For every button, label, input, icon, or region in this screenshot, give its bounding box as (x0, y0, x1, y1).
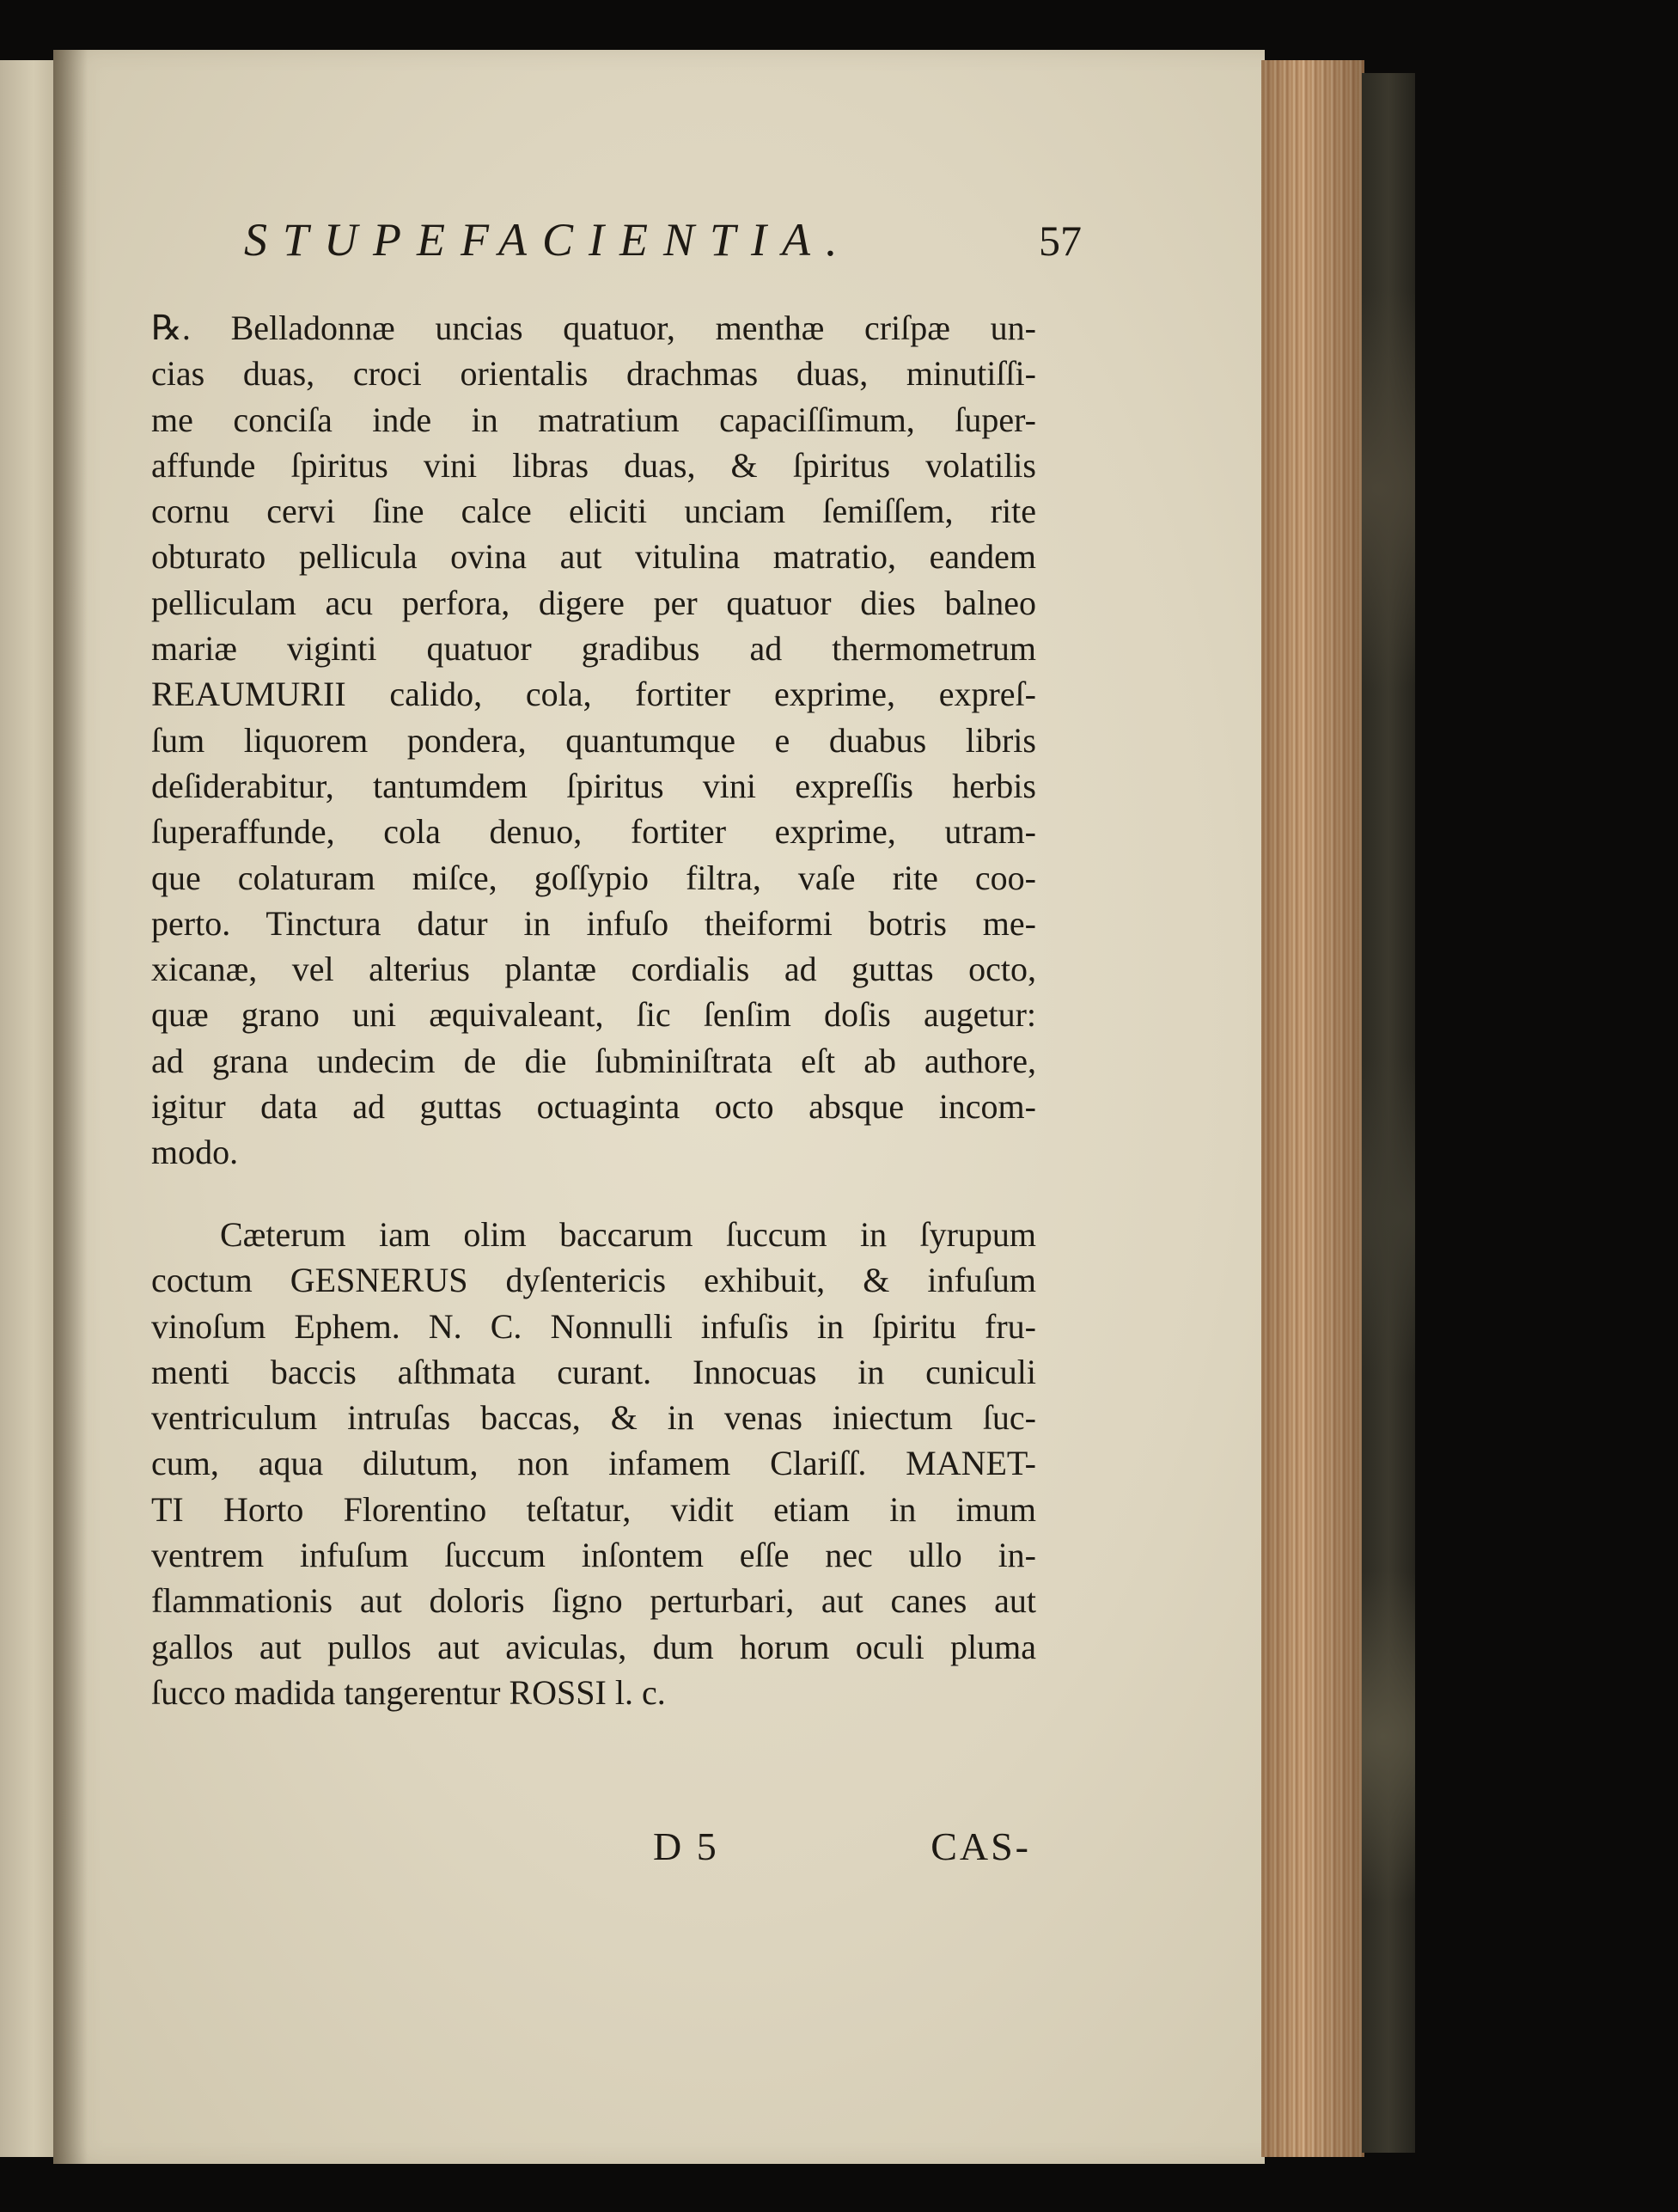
text-line: pelliculam acu perfora, digere per quatuor dies balneo (151, 583, 1036, 622)
text-line: cias duas, croci orientalis drachmas duas, minutiſſi- (151, 354, 1036, 394)
page-footer (653, 1824, 1031, 1869)
text-line: ſum liquorem pondera, quantumque e duabus libris (151, 720, 1036, 760)
signature-mark: D 5 (653, 1824, 719, 1868)
text-line: obturato pellicula ovina aut vitulina matratio, eandem (151, 537, 1036, 577)
book-cover-board (1362, 73, 1415, 2153)
text-line: modo. (151, 1133, 239, 1172)
paragraph-commentary (151, 1212, 1036, 1715)
text-line: coctum GESNERUS dyſentericis exhibuit, & infuſum (151, 1261, 1036, 1300)
text-line: cum, aqua dilutum, non infamem Clariſſ. MANET- (151, 1444, 1036, 1483)
text-line: ventriculum intruſas baccas, & in venas iniectum ſuc- (151, 1398, 1036, 1438)
text-line: vinoſum Ephem. N. C. Nonnulli infuſis in ſpiritu fru- (151, 1306, 1036, 1346)
text-line: me conciſa inde in matratium capaciſſimum, ſuper- (151, 400, 1036, 439)
text-line: gallos aut pullos aut aviculas, dum horum oculi pluma (151, 1627, 1036, 1666)
running-head-title: STUPEFACIENTIA. (244, 214, 853, 266)
text-line: Cæterum iam olim baccarum ſuccum in ſyrupum (220, 1215, 1036, 1254)
text-line: cornu cervi ſine calce eliciti unciam ſemiſſem, rite (151, 492, 1036, 531)
text-line: xicanæ, vel alterius plantæ cordialis ad guttas octo, (151, 950, 1036, 989)
text-line: menti baccis aſthmata curant. Innocuas in cuniculi (151, 1352, 1036, 1391)
text-line: REAUMURII calido, cola, fortiter exprime, expreſ- (151, 675, 1036, 714)
text-line: affunde ſpiritus vini libras duas, & ſpiritus volatilis (151, 445, 1036, 485)
text-line: flammationis aut doloris ſigno perturbari, aut canes aut (151, 1581, 1036, 1621)
text-line: ventrem infuſum ſuccum inſontem eſſe nec ullo in- (151, 1536, 1036, 1575)
text-line: deſiderabitur, tantumdem ſpiritus vini expreſſis herbis (151, 766, 1036, 805)
page-number: 57 (1039, 217, 1082, 265)
text-line: ſuperaffunde, cola denuo, fortiter exprime, utram- (151, 812, 1036, 852)
text-line: ſucco madida tangerentur ROSSI l. c. (151, 1672, 666, 1712)
page-gutter-shadow (53, 50, 88, 2164)
text-line: que colaturam miſce, goſſypio filtra, vaſe rite coo- (151, 858, 1036, 897)
page-block-shading (1261, 60, 1364, 2157)
text-line: ℞. Belladonnæ uncias quatuor, menthæ criſpæ un- (151, 309, 1036, 347)
facing-page-edge (0, 60, 56, 2157)
text-line: perto. Tinctura datur in infuſo theiformi botris me- (151, 903, 1036, 943)
text-line: TI Horto Florentino teſtatur, vidit etiam in imum (151, 1489, 1036, 1529)
text-line: mariæ viginti quatuor gradibus ad thermometrum (151, 629, 1036, 669)
catchword: CAS- (931, 1824, 1031, 1868)
text-line: quæ grano uni æquivaleant, ſic ſenſim doſis augetur: (151, 995, 1036, 1035)
paragraph-recipe (151, 305, 1036, 1176)
running-head (244, 213, 1082, 282)
text-line: ad grana undecim de die ſubminiſtrata eſt ab authore, (151, 1041, 1036, 1080)
text-line: igitur data ad guttas octuaginta octo absque incom- (151, 1087, 1036, 1127)
